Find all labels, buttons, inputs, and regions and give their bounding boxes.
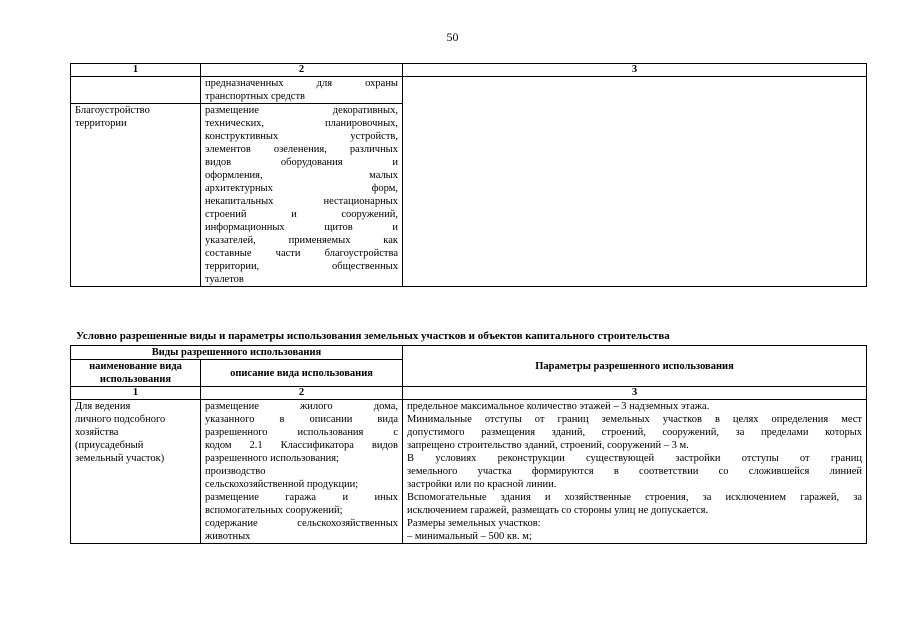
column-number: 1 <box>71 387 201 400</box>
text-line: архитектурных форм, <box>205 183 398 194</box>
text-line: туалетов <box>205 274 244 285</box>
text-line: оформления, малых <box>205 170 398 181</box>
parameters-cell <box>403 400 867 544</box>
text-line: исключением гаражей, размещать со стороны улиц не допускается. <box>407 505 709 516</box>
use-description-cell <box>201 400 403 544</box>
text-line: Для ведения <box>75 401 131 412</box>
header-row <box>71 346 867 360</box>
conditional-uses-table <box>70 345 867 544</box>
group-header: Виды разрешенного использования <box>71 346 403 360</box>
table-row <box>71 77 867 104</box>
use-description-cell <box>201 104 403 287</box>
text-line: содержание сельскохозяйственных <box>205 518 399 529</box>
text-line: сельскохозяйственной продукции; <box>205 479 359 490</box>
column-number: 2 <box>201 387 403 400</box>
text-line: предназначенных для охраны <box>205 78 398 89</box>
use-name-header: наименование вида использования <box>71 360 201 387</box>
text-line: допустимого размещения зданий, строений, сооружений, за пределами которых <box>407 427 863 438</box>
use-description-header: описание вида использования <box>201 360 403 387</box>
text-line: строений и сооружений, <box>205 209 398 220</box>
text-line: некапитальных нестационарных <box>205 196 398 207</box>
text-line: Благоустройство <box>75 105 150 116</box>
text-line: конструктивных устройств, <box>205 131 398 142</box>
page-number: 50 <box>446 30 459 44</box>
text-line: кодом 2.1 Классификатора видов <box>205 440 399 451</box>
use-description-cell <box>201 77 403 104</box>
column-number-row <box>71 387 867 400</box>
text-line: составные части благоустройства <box>205 248 398 259</box>
text-line: технических, планировочных, <box>205 118 398 129</box>
text-line: информационных щитов и <box>205 222 398 233</box>
text-line: Минимальные отступы от границ земельных участков в целях определения мест <box>407 414 863 425</box>
continuation-table <box>70 63 867 287</box>
text-line: хозяйства <box>75 427 119 438</box>
text-line: земельного участка формируются в соответствии со сложившейся линией <box>407 466 863 477</box>
text-line: В условиях реконструкции существующей застройки отступы от границ <box>407 453 863 464</box>
text-line: элементов озеленения, различных <box>205 144 398 155</box>
parameters-header: Параметры разрешенного использования <box>403 346 867 387</box>
column-number: 3 <box>403 387 867 400</box>
text-line: вспомогательных сооружений; <box>205 505 343 516</box>
text-line: земельный участок) <box>75 453 165 464</box>
text-line: разрешенного использования; <box>205 453 339 464</box>
column-number: 1 <box>71 64 201 77</box>
text-line: личного подсобного <box>75 414 166 425</box>
parameters-cell <box>403 77 867 287</box>
text-line: размещение гаража и иных <box>205 492 399 503</box>
section-heading: Условно разрешенные виды и параметры использования земельных участков и объектов капитального строительства <box>76 330 670 342</box>
text-line: Размеры земельных участков: <box>407 518 541 529</box>
text-line: видов оборудования и <box>205 157 398 168</box>
text-line: территории, общественных <box>205 261 398 272</box>
text-line: размещение жилого дома, <box>205 401 399 412</box>
text-line: запрещено строительство зданий, строений, сооружений – 3 м. <box>407 440 689 451</box>
text-line: территории <box>75 118 127 129</box>
text-line: предельное максимальное количество этажей – 3 надземных этажа. <box>407 401 710 412</box>
text-line: указанного в описании вида <box>205 414 399 425</box>
column-number: 2 <box>201 64 403 77</box>
text-line: – минимальный – 500 кв. м; <box>407 531 532 542</box>
column-number-row <box>71 64 867 77</box>
text-line: (приусадебный <box>75 440 144 451</box>
text-line: застройки или по красной линии. <box>407 479 557 490</box>
column-number: 3 <box>403 64 867 77</box>
text-line: размещение декоративных, <box>205 105 398 116</box>
use-name-cell <box>71 400 201 544</box>
use-name-cell <box>71 77 201 104</box>
table-row <box>71 400 867 544</box>
text-line: указателей, применяемых как <box>205 235 398 246</box>
use-name-cell <box>71 104 201 287</box>
text-line: транспортных средств <box>205 91 306 102</box>
text-line: производство <box>205 466 266 477</box>
text-line: разрешенного использования с <box>205 427 399 438</box>
text-line: животных <box>205 531 251 542</box>
text-line: Вспомогательные здания и хозяйственные строения, за исключением гаражей, за <box>407 492 863 503</box>
